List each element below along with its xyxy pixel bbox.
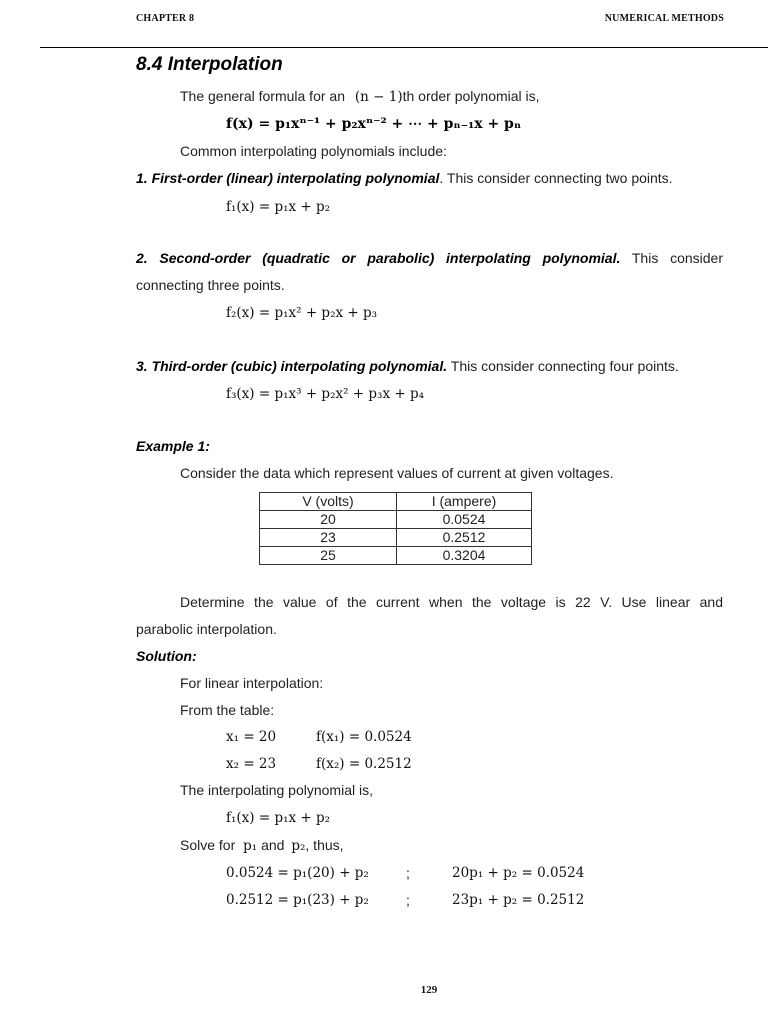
equation-2-separator: ; (406, 892, 410, 908)
linear-interpolation-text: For linear interpolation: (180, 675, 324, 691)
table-cell: 0.0524 (397, 511, 532, 529)
example-title: Example 1: (136, 438, 210, 454)
intro-line (180, 88, 540, 105)
table-row (260, 547, 532, 565)
first-order-text: . This consider connecting two points. (439, 170, 673, 186)
table-cell: 0.3204 (397, 547, 532, 565)
fx1-value: f(x₁) = 0.0524 (316, 729, 412, 745)
p1-symbol: p₁ (243, 838, 258, 854)
table-header-cell: I (ampere) (397, 493, 532, 511)
interpolating-polynomial-text: The interpolating polynomial is, (180, 782, 373, 798)
from-table-text: From the table: (180, 702, 275, 718)
table-cell: 25 (260, 547, 397, 565)
item-second-order (136, 250, 723, 266)
intro-text-after: th order polynomial is, (402, 88, 540, 104)
x2-value: x₂ = 23 (226, 756, 277, 772)
second-order-text-cont: connecting three points. (136, 277, 285, 293)
page-number: 129 (420, 984, 438, 996)
common-polynomials-text: Common interpolating polynomials include: (180, 143, 447, 159)
equation-1-left: 0.0524 = p₁(20) + p₂ (226, 865, 369, 881)
linear-polynomial-formula: f₁(x) = p₁x + p₂ (226, 810, 331, 826)
equation-1-right: 20p₁ + p₂ = 0.0524 (452, 865, 585, 881)
third-order-text: This consider connecting four points. (447, 358, 679, 374)
header-chapter: CHAPTER 8 (136, 13, 195, 24)
item-third-order (136, 358, 679, 374)
third-order-formula: f₃(x) = p₁x³ + p₂x² + p₃x + p₄ (226, 386, 425, 402)
table-cell: 0.2512 (397, 529, 532, 547)
second-order-formula: f₂(x) = p₁x² + p₂x + p₃ (226, 305, 378, 321)
table-row (260, 529, 532, 547)
question-line-2: parabolic interpolation. (136, 621, 277, 637)
solve-text-and: and (257, 837, 289, 853)
table-row (260, 511, 532, 529)
equation-1-separator: ; (406, 865, 410, 881)
table-header-row (260, 493, 532, 511)
fx2-value: f(x₂) = 0.2512 (316, 756, 412, 772)
solve-text-b: , thus, (305, 837, 344, 853)
example-intro: Consider the data which represent values of current at given voltages. (180, 465, 614, 481)
table-cell: 23 (260, 529, 397, 547)
second-order-text: This consider (631, 250, 723, 266)
table-cell: 20 (260, 511, 397, 529)
section-title: 8.4 Interpolation (136, 54, 283, 75)
first-order-heading: 1. First-order (linear) interpolating polynomial (136, 170, 440, 186)
header-section: NUMERICAL METHODS (604, 13, 724, 24)
solve-text-a: Solve for (180, 837, 240, 853)
header-rule (40, 47, 768, 48)
table-header-cell: V (volts) (260, 493, 397, 511)
order-expression: (n − 1) (354, 89, 403, 105)
item-first-order (136, 170, 673, 186)
voltage-current-table (259, 492, 532, 565)
p2-symbol: p₂ (291, 838, 306, 854)
general-formula: f(x) = p₁xⁿ⁻¹ + p₂xⁿ⁻² + ⋯ + pₙ₋₁x + pₙ (226, 116, 522, 132)
solution-title: Solution: (136, 648, 197, 664)
intro-text-before: The general formula for an (180, 88, 349, 104)
question-line-1: Determine the value of the current when the voltage is 22 V. Use linear and (180, 594, 723, 610)
solve-for-line (180, 837, 344, 854)
third-order-heading: 3. Third-order (cubic) interpolating polynomial. (136, 358, 448, 374)
second-order-heading: 2. Second-order (quadratic or parabolic) interpolating polynomial. (136, 250, 621, 266)
first-order-formula: f₁(x) = p₁x + p₂ (226, 199, 331, 215)
x1-value: x₁ = 20 (226, 729, 277, 745)
equation-2-right: 23p₁ + p₂ = 0.2512 (452, 892, 585, 908)
equation-2-left: 0.2512 = p₁(23) + p₂ (226, 892, 369, 908)
